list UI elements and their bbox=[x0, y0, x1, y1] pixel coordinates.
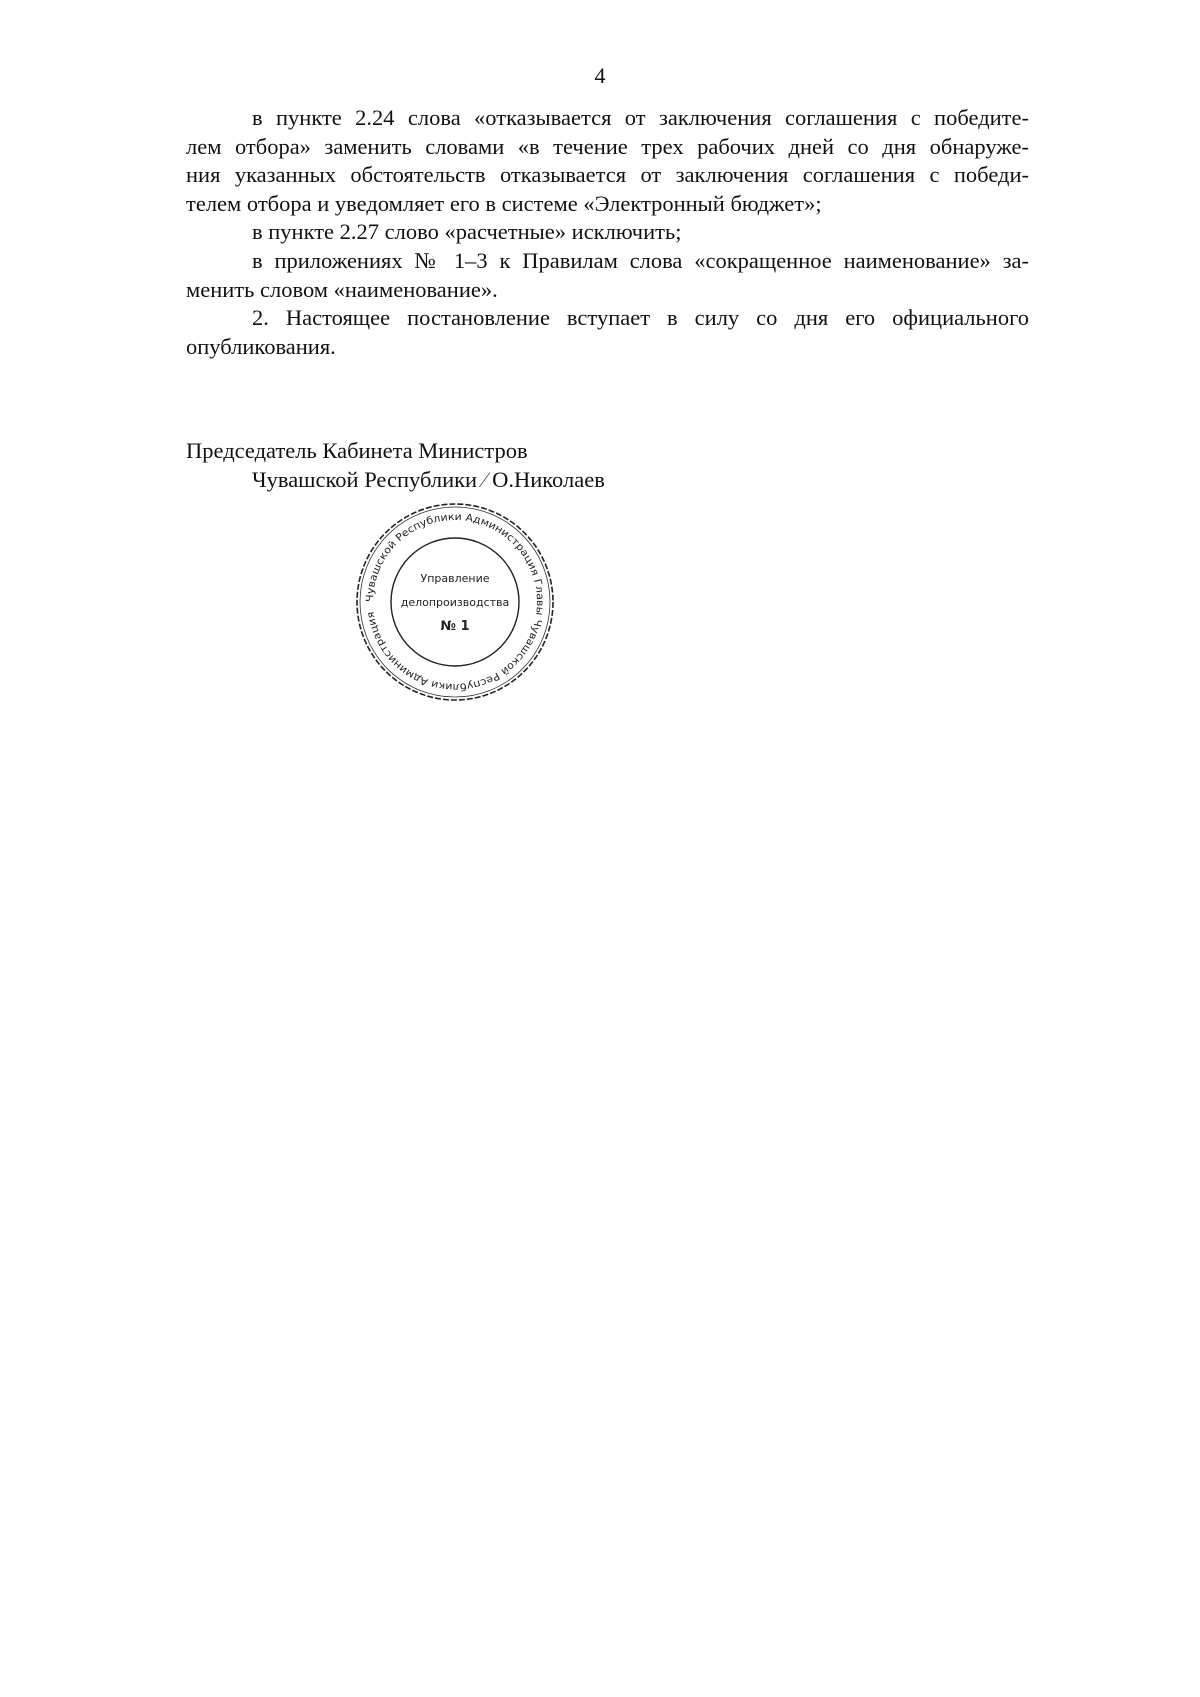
text-line: 2. Настоящее постановление вступает в силу со дня его официального bbox=[252, 305, 1029, 331]
text-line: в приложениях № 1–3 к Правилам слова «сокращенное наименование» за- bbox=[252, 247, 1029, 273]
stamp-center-line-2: делопроизводства bbox=[400, 596, 510, 609]
signatory-title: Председатель Кабинета Министров bbox=[186, 438, 528, 463]
text-line: ния указанных обстоятельств отказывается от заключения соглашения с победи- bbox=[186, 162, 1029, 188]
paragraph bbox=[186, 304, 1029, 361]
text-line: телем отбора и уведомляет его в системе «Электронный бюджет»; bbox=[186, 190, 822, 216]
document-body bbox=[186, 104, 1029, 361]
paragraph bbox=[186, 218, 1029, 247]
signatory-name: О.Николаев bbox=[492, 467, 605, 492]
text-line: в пункте 2.24 слова «отказывается от заключения соглашения с победите- bbox=[252, 105, 1029, 130]
signature-mark: ⁄ bbox=[482, 467, 493, 492]
stamp-center-line-1: Управление bbox=[420, 572, 490, 585]
text-line: лем отбора» заменить словами «в течение трех рабочих дней со дня обнаруже- bbox=[186, 133, 1029, 159]
page-number: 4 bbox=[594, 63, 606, 88]
stamp-center-line-3: № 1 bbox=[440, 619, 470, 634]
paragraph bbox=[186, 247, 1029, 304]
signatory-title-2 bbox=[252, 466, 605, 494]
paragraph bbox=[186, 104, 1029, 218]
text-line: менить словом «наименование». bbox=[186, 276, 498, 302]
official-stamp bbox=[350, 502, 560, 702]
text-line: в пункте 2.27 слово «расчетные» исключить; bbox=[252, 219, 682, 245]
signatory-region: Чувашской Республики bbox=[252, 467, 478, 492]
stamp-ring-text: Чувашской Республики Администрация Главы Чувашской Республики Администрация bbox=[364, 511, 546, 693]
text-line: опубликования. bbox=[186, 333, 336, 359]
